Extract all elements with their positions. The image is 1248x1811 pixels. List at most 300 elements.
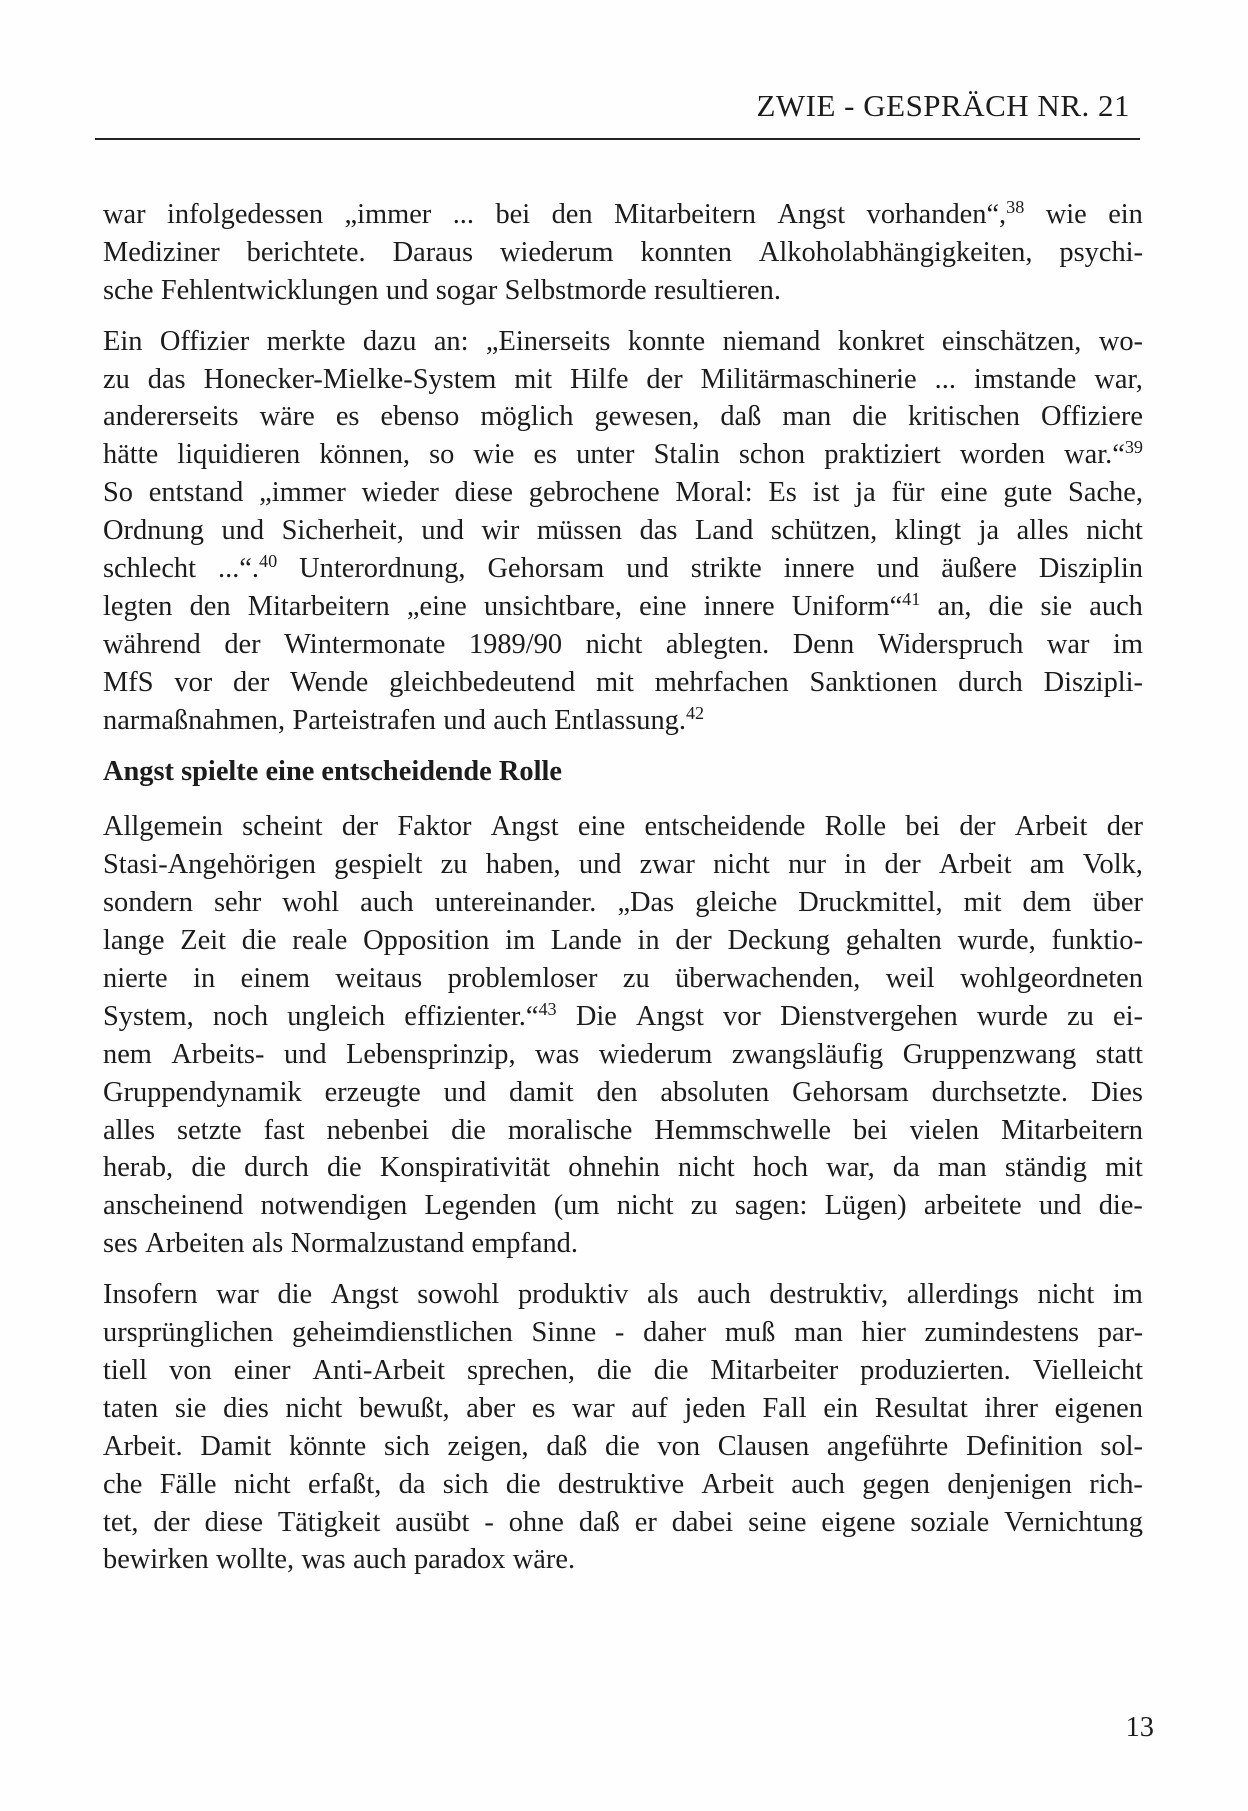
word: effizienter.“$^{43}$ bbox=[404, 998, 557, 1032]
word: auch bbox=[352, 1544, 407, 1576]
word: wiederum bbox=[598, 1038, 713, 1070]
word: Widerspruch bbox=[877, 628, 1024, 660]
word: zu bbox=[1067, 1000, 1094, 1032]
word: fast bbox=[263, 1114, 305, 1146]
word: weil bbox=[885, 963, 935, 995]
word: Fall bbox=[762, 1392, 807, 1424]
word: war, bbox=[1094, 363, 1143, 395]
word: arbeitete bbox=[923, 1190, 1022, 1222]
word: Angst bbox=[636, 1000, 704, 1032]
word: können, bbox=[319, 439, 410, 471]
text-line bbox=[103, 1428, 1143, 1466]
word: gegen bbox=[862, 1468, 930, 1500]
word: Entlassung.$^{42}$ bbox=[554, 702, 705, 736]
footnote-ref: 40 bbox=[259, 551, 278, 572]
text-line bbox=[103, 323, 1143, 361]
word: narmaßnahmen, bbox=[103, 704, 286, 736]
page-body bbox=[103, 196, 1143, 1579]
word: angeführte bbox=[826, 1430, 949, 1462]
word: Disziplin bbox=[1038, 553, 1143, 585]
word: worden bbox=[959, 439, 1046, 471]
word: auch bbox=[360, 887, 414, 919]
word: die bbox=[852, 401, 887, 433]
word: ebenso bbox=[380, 401, 460, 433]
word: dabei bbox=[671, 1506, 734, 1538]
word: einem bbox=[240, 963, 310, 995]
word: einer bbox=[233, 1354, 291, 1386]
word: resultieren. bbox=[654, 274, 781, 306]
word: die bbox=[451, 1114, 486, 1146]
word: so bbox=[429, 439, 455, 471]
word: nicht bbox=[713, 849, 770, 881]
word: daß bbox=[578, 1506, 620, 1538]
word: nicht bbox=[1037, 1279, 1095, 1311]
word: alles bbox=[103, 1114, 156, 1146]
word: Selbstmorde bbox=[504, 274, 647, 306]
word: Definition bbox=[965, 1430, 1083, 1462]
word: nebenbei bbox=[326, 1114, 430, 1146]
word: hätte bbox=[103, 439, 159, 471]
word: eine bbox=[577, 811, 626, 843]
word: sprechen, bbox=[467, 1354, 576, 1386]
word: Mediziner bbox=[103, 236, 220, 268]
word: war, bbox=[826, 1152, 875, 1184]
word: ... bbox=[934, 363, 956, 395]
word: problemloser bbox=[447, 963, 598, 995]
word: hoch bbox=[752, 1152, 809, 1184]
word: MfS bbox=[103, 666, 154, 698]
word: Es bbox=[768, 477, 797, 509]
word: Moral: bbox=[675, 477, 753, 509]
word: sagen: bbox=[734, 1190, 808, 1222]
word: Anti-Arbeit bbox=[312, 1354, 446, 1386]
word: Clausen bbox=[717, 1430, 810, 1462]
word: So bbox=[103, 477, 133, 509]
word: ungleich bbox=[287, 1000, 386, 1032]
word: in bbox=[637, 925, 660, 957]
word: es bbox=[533, 439, 558, 471]
word: eigene bbox=[821, 1506, 896, 1538]
word: andererseits bbox=[103, 401, 239, 433]
word: che bbox=[103, 1468, 143, 1500]
word: schützen, bbox=[770, 515, 878, 547]
word: Ordnung bbox=[103, 515, 204, 547]
word: innere bbox=[783, 553, 855, 585]
word: par- bbox=[1097, 1317, 1143, 1349]
word: und bbox=[443, 704, 486, 736]
word: zu bbox=[440, 849, 468, 881]
word: Zeit bbox=[180, 925, 226, 957]
word: auch bbox=[493, 704, 547, 736]
word: am bbox=[1029, 849, 1065, 881]
word: über bbox=[1092, 887, 1143, 919]
word: kritischen bbox=[908, 401, 1020, 433]
word: im bbox=[505, 925, 536, 957]
word: Hemmschwelle bbox=[654, 1114, 832, 1146]
word: Lande bbox=[550, 925, 622, 957]
word: auch bbox=[1089, 590, 1143, 622]
word: Sinne bbox=[531, 1317, 597, 1349]
running-header bbox=[95, 88, 1140, 140]
word: durchsetzte. bbox=[931, 1076, 1068, 1108]
word: erzeugte bbox=[324, 1076, 421, 1108]
word: und bbox=[876, 553, 920, 585]
word: Angst bbox=[490, 811, 559, 843]
word: sche bbox=[103, 274, 154, 306]
word: ...“.$^{40}$ bbox=[218, 551, 278, 585]
word: wieder bbox=[361, 477, 439, 509]
word: und bbox=[221, 515, 265, 547]
word: ein bbox=[1108, 199, 1143, 230]
word: gebrochene bbox=[528, 477, 660, 509]
text-line bbox=[103, 846, 1143, 884]
word: Die bbox=[575, 1000, 617, 1032]
word: konkret bbox=[837, 325, 925, 357]
text-line bbox=[103, 884, 1143, 922]
word: sich bbox=[442, 1468, 489, 1500]
word: der bbox=[646, 363, 683, 395]
text-line bbox=[103, 1225, 1143, 1263]
word: wohlgeordneten bbox=[960, 963, 1143, 995]
paragraph bbox=[103, 808, 1143, 1263]
text-line bbox=[103, 1352, 1143, 1390]
word: produktiv bbox=[517, 1279, 629, 1311]
word: es bbox=[335, 401, 360, 433]
word: Resultat bbox=[874, 1392, 968, 1424]
word: der bbox=[341, 811, 379, 843]
word: dies bbox=[223, 1392, 269, 1424]
word: die bbox=[605, 1430, 640, 1462]
word: und bbox=[385, 274, 429, 306]
word: die- bbox=[1098, 1190, 1143, 1222]
word: vorhanden“,$^{38}$ bbox=[866, 197, 1025, 230]
word: bei bbox=[495, 199, 531, 230]
word: vor bbox=[723, 1000, 761, 1032]
word: dem bbox=[1022, 887, 1072, 919]
word: die bbox=[505, 1468, 541, 1500]
footnote-ref: 41 bbox=[902, 588, 921, 609]
word: dazu bbox=[362, 325, 417, 357]
word: Lebensprinzip, bbox=[346, 1038, 516, 1070]
word: sowohl bbox=[417, 1279, 500, 1311]
word: wäre. bbox=[512, 1544, 576, 1576]
word: für bbox=[891, 477, 925, 509]
word: tiell bbox=[103, 1354, 148, 1386]
word: Gehorsam bbox=[487, 553, 605, 585]
text-line bbox=[103, 1074, 1143, 1112]
word: Arbeit bbox=[939, 849, 1012, 881]
word: praktiziert bbox=[824, 439, 941, 471]
word: ses bbox=[103, 1228, 138, 1260]
word: der bbox=[884, 849, 921, 881]
word: eigenen bbox=[1054, 1392, 1143, 1424]
word: Hilfe bbox=[570, 363, 629, 395]
footnote-ref: 39 bbox=[1124, 437, 1143, 458]
word: die bbox=[597, 1354, 632, 1386]
word: wollte, bbox=[216, 1544, 295, 1576]
word: wiederum bbox=[499, 236, 614, 268]
word: nicht bbox=[616, 1190, 674, 1222]
word: denjenigen bbox=[947, 1468, 1072, 1500]
word: in bbox=[193, 963, 216, 995]
word: berichtete. bbox=[246, 236, 366, 268]
word: der bbox=[233, 666, 270, 698]
word: moralische bbox=[507, 1114, 633, 1146]
word: mehrfachen bbox=[654, 666, 789, 698]
word: Normalzustand bbox=[290, 1228, 465, 1260]
word: nicht bbox=[677, 1152, 735, 1184]
word: Dienstvergehen bbox=[780, 1000, 958, 1032]
word: nicht bbox=[585, 628, 643, 660]
page-number: 13 bbox=[1125, 1712, 1154, 1743]
word: „immer bbox=[259, 477, 346, 509]
word: absoluten bbox=[660, 1076, 770, 1108]
word: und bbox=[578, 849, 622, 881]
word: konnte bbox=[627, 325, 706, 357]
word: sie bbox=[1040, 590, 1073, 622]
word: ständig bbox=[1004, 1152, 1087, 1184]
word: gespielt bbox=[334, 849, 423, 881]
text-line bbox=[103, 272, 1143, 310]
word: sondern bbox=[103, 887, 193, 919]
word: psychi- bbox=[1059, 236, 1143, 268]
word: produzierten. bbox=[860, 1354, 1011, 1386]
word: Arbeit. bbox=[103, 1430, 183, 1462]
text-line bbox=[103, 626, 1143, 664]
word: bei bbox=[905, 811, 941, 843]
word: als bbox=[251, 1228, 284, 1260]
text-line bbox=[103, 196, 1143, 234]
word: ja bbox=[978, 515, 1000, 547]
word: klingt bbox=[894, 515, 962, 547]
word: mit bbox=[1105, 1152, 1143, 1184]
word: gleiche bbox=[695, 887, 778, 919]
word: Sicherheit, bbox=[281, 515, 404, 547]
word: und bbox=[1038, 1190, 1082, 1222]
word: Fehlentwicklungen bbox=[160, 274, 379, 306]
word: wie bbox=[473, 439, 515, 471]
word: Arbeiten bbox=[145, 1228, 245, 1260]
word: nicht bbox=[285, 1392, 343, 1424]
word: durch bbox=[958, 666, 1023, 698]
word: Rolle bbox=[824, 811, 887, 843]
word: „Das bbox=[617, 887, 675, 919]
word: vielen bbox=[909, 1114, 980, 1146]
word: der bbox=[959, 811, 996, 843]
word: Vielleicht bbox=[1032, 1354, 1143, 1386]
word: damit bbox=[509, 1076, 574, 1108]
word: sol- bbox=[1100, 1430, 1143, 1462]
word: ursprünglichen bbox=[103, 1317, 274, 1349]
word: die bbox=[653, 1354, 689, 1386]
word: gute bbox=[1003, 477, 1053, 509]
word: die bbox=[241, 925, 277, 957]
word: tet, bbox=[103, 1506, 139, 1538]
word: setzte bbox=[177, 1114, 242, 1146]
word: mit bbox=[963, 887, 1002, 919]
word: reale bbox=[292, 925, 348, 957]
word: schlecht bbox=[103, 553, 197, 585]
word: Deckung bbox=[727, 925, 830, 957]
word: Druckmittel, bbox=[798, 887, 943, 919]
word: er bbox=[634, 1506, 657, 1538]
word: Faktor bbox=[397, 811, 472, 843]
word: Legenden bbox=[424, 1190, 537, 1222]
paragraph bbox=[103, 196, 1143, 310]
word: nicht bbox=[1086, 515, 1143, 547]
word: Militärmaschinerie bbox=[700, 363, 917, 395]
word: im bbox=[1113, 628, 1143, 660]
word: taten bbox=[103, 1392, 159, 1424]
word: Offiziere bbox=[1041, 401, 1143, 433]
word: soziale bbox=[910, 1506, 990, 1538]
word: imstande bbox=[973, 363, 1077, 395]
word: einschätzen, bbox=[941, 325, 1082, 357]
word: eine bbox=[639, 590, 687, 622]
word: Allgemein bbox=[103, 811, 223, 843]
word: war.“$^{39}$ bbox=[1064, 437, 1143, 471]
text-line bbox=[103, 398, 1143, 436]
text-line bbox=[103, 1314, 1143, 1352]
word: auf bbox=[631, 1392, 668, 1424]
word: mit bbox=[514, 363, 553, 395]
word: wäre bbox=[259, 401, 315, 433]
word: und bbox=[626, 553, 669, 585]
word: Mitarbeitern bbox=[1001, 1114, 1143, 1146]
text-line bbox=[103, 922, 1143, 960]
word: die bbox=[326, 1152, 362, 1184]
word: Gruppenzwang bbox=[902, 1038, 1077, 1070]
word: durch bbox=[244, 1152, 309, 1184]
word: geheimdienstlichen bbox=[292, 1317, 513, 1349]
word: der bbox=[1106, 811, 1143, 843]
paragraph bbox=[103, 1276, 1143, 1579]
word: Denn bbox=[792, 628, 855, 660]
word: Mitarbeitern bbox=[247, 590, 390, 622]
word: an, bbox=[937, 590, 972, 622]
word: als bbox=[646, 1279, 679, 1311]
text-line bbox=[103, 1390, 1143, 1428]
word: Dies bbox=[1090, 1076, 1143, 1108]
text-line bbox=[103, 1187, 1143, 1225]
word: ei- bbox=[1113, 1000, 1143, 1032]
word: ohnehin bbox=[568, 1152, 660, 1184]
word: nicht bbox=[233, 1468, 291, 1500]
word: wohl bbox=[282, 887, 340, 919]
word: funktio- bbox=[1051, 925, 1143, 957]
word: anscheinend bbox=[103, 1190, 244, 1222]
word: muß bbox=[724, 1317, 776, 1349]
word: die bbox=[191, 1152, 226, 1184]
word: nierte bbox=[103, 963, 168, 995]
word: jeden bbox=[684, 1392, 746, 1424]
word: da bbox=[398, 1468, 426, 1500]
word: zu bbox=[103, 363, 130, 395]
word: im bbox=[1112, 1279, 1143, 1311]
text-line bbox=[103, 1504, 1143, 1542]
word: an: bbox=[433, 325, 469, 357]
word: (um bbox=[553, 1190, 600, 1222]
word: Parteistrafen bbox=[292, 704, 436, 736]
text-line bbox=[103, 998, 1143, 1036]
word: den bbox=[189, 590, 231, 622]
word: gehalten bbox=[845, 925, 942, 957]
intro-section bbox=[103, 196, 1143, 739]
word: 1989/90 bbox=[468, 628, 563, 660]
word: rich- bbox=[1089, 1468, 1143, 1500]
word: destruktiv, bbox=[769, 1279, 889, 1311]
word: destruktive bbox=[557, 1468, 685, 1500]
word: gleichbedeutend bbox=[389, 666, 576, 698]
word: sie bbox=[174, 1392, 207, 1424]
word: Gehorsam bbox=[792, 1076, 909, 1108]
word: Unterordnung, bbox=[299, 553, 466, 585]
word: Damit bbox=[200, 1430, 272, 1462]
word: scheint bbox=[242, 811, 323, 843]
word: Gruppendynamik bbox=[103, 1076, 302, 1108]
word: legten bbox=[103, 590, 173, 622]
text-line bbox=[103, 588, 1143, 626]
word: Angst bbox=[330, 1279, 399, 1311]
word: weitaus bbox=[335, 963, 423, 995]
word: statt bbox=[1095, 1038, 1143, 1070]
word: es bbox=[531, 1392, 556, 1424]
header-title: ZWIE - GESPRÄCH NR. 21 bbox=[756, 88, 1130, 123]
word: - bbox=[614, 1317, 625, 1349]
word: zeigen, bbox=[447, 1430, 529, 1462]
word: könnte bbox=[289, 1430, 367, 1462]
word: Fälle bbox=[159, 1468, 217, 1500]
word: das bbox=[147, 363, 186, 395]
word: Daraus bbox=[392, 236, 473, 268]
word: Mitarbeitern bbox=[614, 199, 756, 230]
word: Offizier bbox=[159, 325, 250, 357]
word: sogar bbox=[435, 274, 498, 306]
text-line bbox=[103, 960, 1143, 998]
section-heading: Angst spielte eine entscheidende Rolle bbox=[103, 756, 562, 788]
word: möglich bbox=[480, 401, 574, 433]
word: überwachenden, bbox=[675, 963, 861, 995]
word: daß bbox=[720, 401, 762, 433]
word: Stalin bbox=[653, 439, 720, 471]
text-line bbox=[103, 1112, 1143, 1150]
text-line bbox=[103, 361, 1143, 399]
word: wurde, bbox=[957, 925, 1036, 957]
word: von bbox=[169, 1354, 212, 1386]
word: auch bbox=[791, 1468, 845, 1500]
word: liquidieren bbox=[177, 439, 301, 471]
word: sich bbox=[384, 1430, 430, 1462]
word: wie bbox=[1045, 199, 1087, 230]
word: hier bbox=[861, 1317, 906, 1349]
word: und bbox=[421, 515, 464, 547]
word: man bbox=[937, 1152, 987, 1184]
word: auch bbox=[697, 1279, 751, 1311]
text-line bbox=[103, 474, 1143, 512]
word: konnten bbox=[640, 236, 732, 268]
word: wo- bbox=[1098, 325, 1143, 357]
word: Lügen) bbox=[824, 1190, 907, 1222]
word: lange bbox=[103, 925, 165, 957]
word: „eine bbox=[406, 590, 467, 622]
word: diese bbox=[454, 477, 513, 509]
word: Arbeits- bbox=[171, 1038, 265, 1070]
word: äußere bbox=[941, 553, 1017, 585]
word: ein bbox=[823, 1392, 859, 1424]
word: paradox bbox=[413, 1544, 506, 1576]
word: Arbeit bbox=[1014, 811, 1088, 843]
word: nur bbox=[788, 849, 826, 881]
